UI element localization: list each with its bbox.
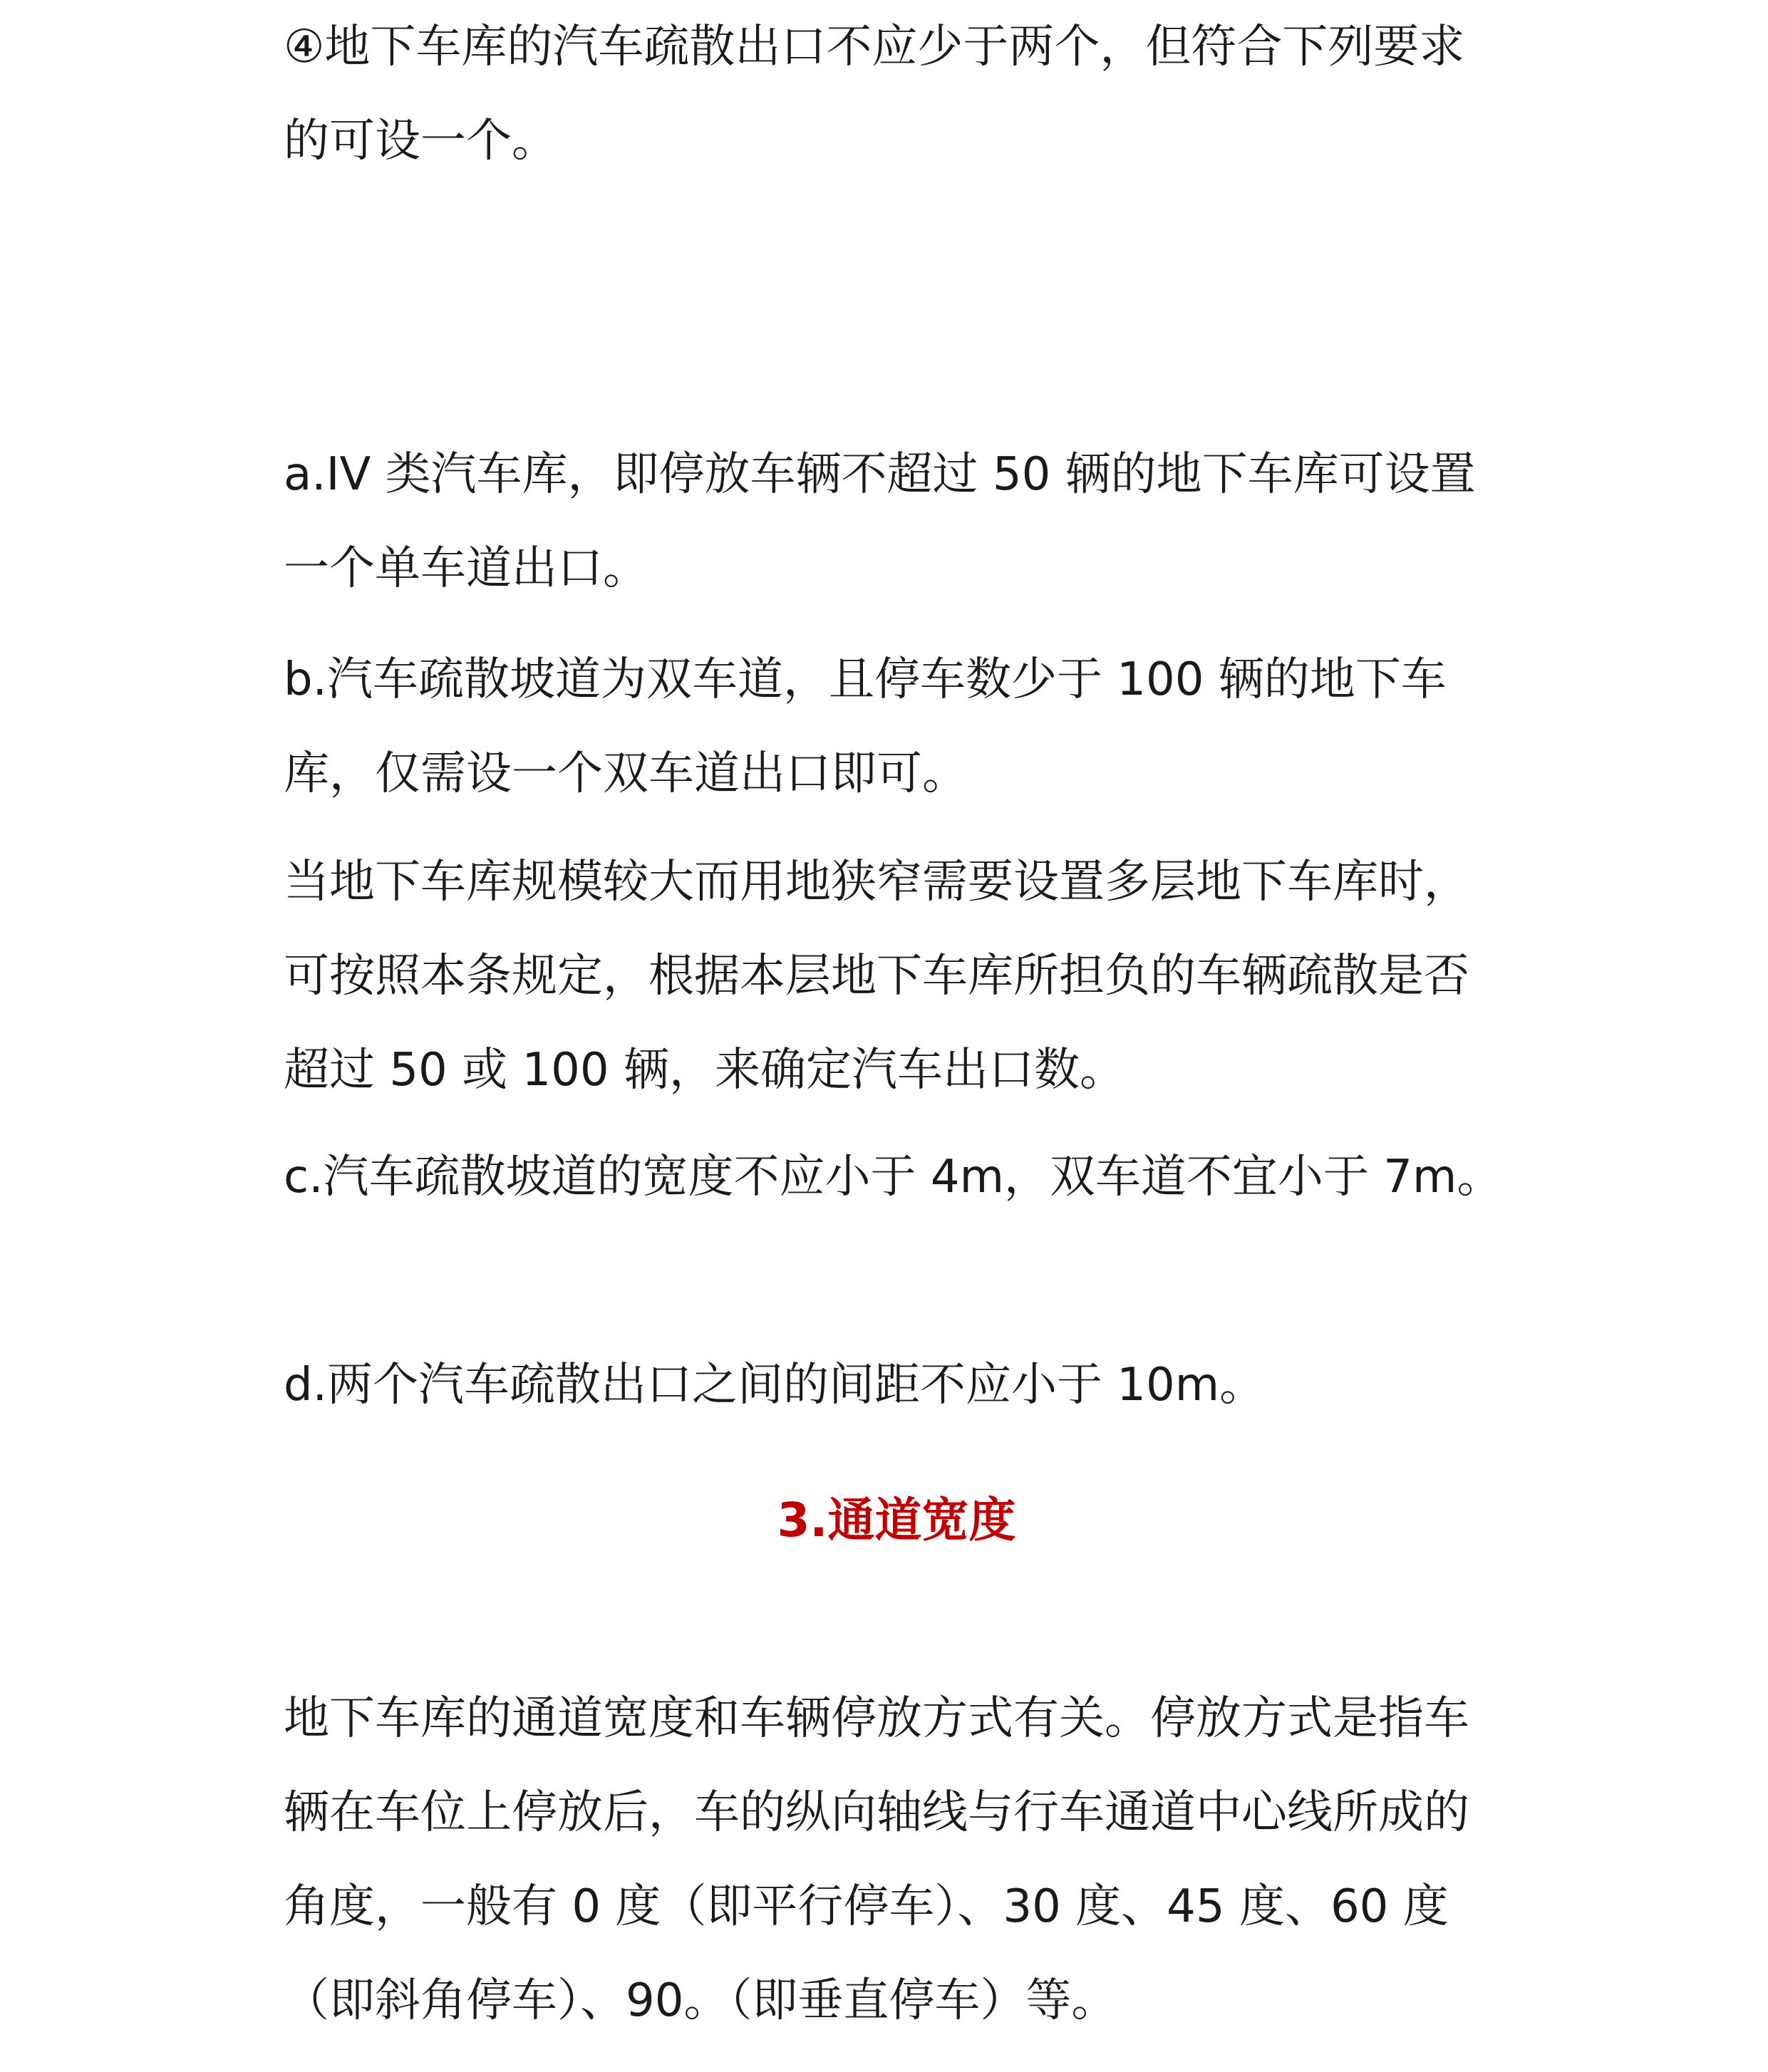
paragraph-exit-requirement: ④地下车库的汽车疏散出口不应少于两个，但符合下列要求的可设一个。 — [284, 21, 1465, 167]
paragraph-item-a: a.IV 类汽车库，即停放车辆不超过 50 辆的地下车库可设置一个单车道出口。 — [284, 448, 1476, 595]
paragraph-aisle-width: 地下车库的通道宽度和车辆停放方式有关。停放方式是指车辆在车位上停放后，车的纵向轴线与行车通道中心线所成的角度，一般有 0 度（即平行停车）、30 度、45 度、60 度（即斜角停车）、90。（即垂直停车）等。 — [284, 1692, 1469, 2027]
paragraph-item-c: c.汽车疏散坡道的宽度不应小于 4m，双车道不宜小于 7m。 — [284, 1151, 1503, 1203]
paragraph-multilevel-note: 当地下车库规模较大而用地狭窄需要设置多层地下车库时，可按照本条规定，根据本层地下车库所担负的车辆疏散是否超过 50 或 100 辆，来确定汽车出口数。 — [284, 856, 1469, 1097]
section-heading: 3.通道宽度 — [777, 1493, 1016, 1548]
paragraph-item-d: d.两个汽车疏散出口之间的间距不应小于 10m。 — [284, 1359, 1266, 1411]
paragraph-item-b: b.汽车疏散坡道为双车道，且停车数少于 100 辆的地下车库，仅需设一个双车道出口即可。 — [284, 653, 1447, 800]
